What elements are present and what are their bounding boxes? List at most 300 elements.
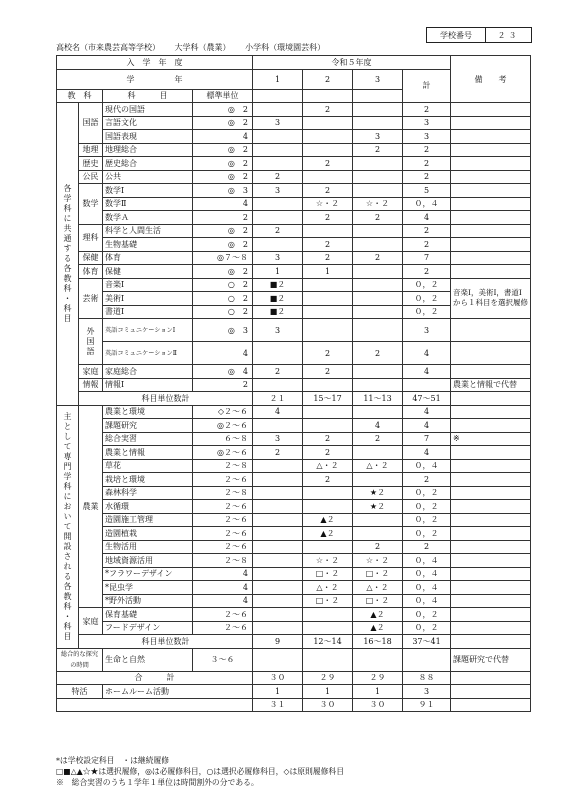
grade-cell: 2 — [303, 211, 353, 225]
table-row — [57, 365, 531, 379]
total-cell: 7 — [403, 251, 451, 265]
grade-cell: 2 — [253, 446, 303, 460]
grade-cell — [353, 184, 403, 198]
total-cell — [403, 378, 451, 392]
remark-cell — [451, 197, 531, 211]
table-row — [57, 594, 531, 608]
kyoka-cell: 芸術 — [79, 278, 103, 319]
grade-cell: △・２ — [303, 459, 353, 473]
grade-cell: 2 — [353, 211, 403, 225]
subject-cell: 書道Ⅰ — [103, 305, 193, 319]
remark-cell — [451, 143, 531, 157]
remark-cell — [451, 365, 531, 379]
subject-cell: *昆虫学 — [103, 581, 193, 595]
standard-units-cell: ◎２～６ — [193, 446, 253, 460]
grade-cell: △・２ — [353, 459, 403, 473]
grade-cell: 2 — [303, 365, 353, 379]
standard-units-cell: ◎ 4 — [193, 365, 253, 379]
standard-units-cell: ◎ 2 — [193, 265, 253, 279]
kamoku-header: 科 目 — [103, 89, 193, 103]
hr-row — [57, 685, 531, 699]
standard-units-cell: 4 — [193, 130, 253, 144]
table-row — [57, 116, 531, 130]
total-cell: 4 — [403, 365, 451, 379]
grade-cell: ★２ — [353, 486, 403, 500]
subject-cell: 造園施工管理 — [103, 513, 193, 527]
remark-cell — [451, 540, 531, 554]
grade-cell: 2 — [303, 342, 353, 365]
year-label: 入 学 年 度 — [57, 56, 253, 70]
remark-cell — [451, 116, 531, 130]
grade-cell — [253, 342, 303, 365]
grade-cell: 3 — [253, 319, 303, 342]
hr-cell: 1 — [253, 685, 303, 699]
grade-cell: ★２ — [353, 500, 403, 514]
sum-label: 合 計 — [57, 671, 253, 685]
table-row — [57, 184, 531, 198]
table-row — [57, 224, 531, 238]
table-row — [57, 513, 531, 527]
remark-cell — [451, 419, 531, 433]
remark-cell — [451, 554, 531, 568]
grade-cell — [303, 500, 353, 514]
standard-units-cell: ２～６ — [193, 608, 253, 622]
remark-cell — [451, 405, 531, 419]
remark-cell — [451, 319, 531, 342]
grade-cell — [253, 238, 303, 252]
grade-cell — [353, 473, 403, 487]
table-row — [57, 157, 531, 171]
kyoka-cell: 歴史 — [79, 157, 103, 171]
grade-cell — [253, 581, 303, 595]
subject-cell: 森林科学 — [103, 486, 193, 500]
kyoka-cell: 家庭 — [79, 608, 103, 635]
subject-cell: 生物活用 — [103, 540, 193, 554]
total-cell: 4 — [403, 405, 451, 419]
grand-total-cell: ９１ — [403, 698, 451, 712]
remark-cell — [451, 157, 531, 171]
grand-total-cell: ３１ — [253, 698, 303, 712]
grade-cell: ▲２ — [303, 527, 353, 541]
grade-cell — [353, 405, 403, 419]
grade-cell — [253, 459, 303, 473]
remark-cell — [451, 486, 531, 500]
remark-cell — [451, 608, 531, 622]
grade-3-header: 3 — [353, 69, 403, 89]
table-row — [57, 567, 531, 581]
grade-cell: 1 — [303, 265, 353, 279]
kyoka-cell: 公民 — [79, 170, 103, 184]
grade-cell — [353, 446, 403, 460]
grade-cell: □・２ — [303, 567, 353, 581]
hr-cell: 1 — [303, 685, 353, 699]
curriculum-table — [56, 55, 531, 712]
standard-units-cell: ○ 2 — [193, 292, 253, 306]
grade-cell: 2 — [353, 342, 403, 365]
remark-cell — [451, 211, 531, 225]
grade-cell: 2 — [303, 238, 353, 252]
total-cell: ０，４ — [403, 459, 451, 473]
grade-cell — [303, 305, 353, 319]
subject-cell: 数学Ａ — [103, 211, 193, 225]
table-row — [57, 265, 531, 279]
grade-cell — [353, 513, 403, 527]
total-cell: 5 — [403, 184, 451, 198]
tankyu-row — [57, 648, 531, 671]
remark-cell — [451, 342, 531, 365]
grade-cell: ☆・２ — [303, 197, 353, 211]
grade-cell: 2 — [303, 473, 353, 487]
grade-cell — [303, 608, 353, 622]
subtotal-cell: 15～17 — [303, 392, 353, 406]
table-row — [57, 278, 531, 292]
subject-cell: 地理総合 — [103, 143, 193, 157]
subtotal-row — [57, 635, 531, 649]
total-cell: 3 — [403, 130, 451, 144]
total-cell: 2 — [403, 157, 451, 171]
subject-cell: 英語コミュニケーションⅡ — [103, 342, 193, 365]
grade-cell — [353, 305, 403, 319]
grade-cell: 3 — [253, 116, 303, 130]
grade-cell — [303, 378, 353, 392]
grade-cell: 2 — [253, 365, 303, 379]
sum-cell: ８８ — [403, 671, 451, 685]
subject-cell: 美術Ⅰ — [103, 292, 193, 306]
total-cell: ０，４ — [403, 594, 451, 608]
subject-cell: 体育 — [103, 251, 193, 265]
tankyu-std: ３～６ — [193, 648, 253, 671]
standard-units-cell: ◎ 3 — [193, 319, 253, 342]
grade-cell — [353, 292, 403, 306]
total-cell: ０，４ — [403, 197, 451, 211]
grade-2-header: 2 — [303, 69, 353, 89]
standard-units-cell: ２～６ — [193, 500, 253, 514]
total-cell: ０，４ — [403, 554, 451, 568]
remark-cell — [451, 621, 531, 635]
school-name: 高校名（市来農芸高等学校） — [56, 43, 160, 52]
table-row — [57, 581, 531, 595]
table-row — [57, 143, 531, 157]
table-row — [57, 319, 531, 342]
grade-cell — [253, 157, 303, 171]
standard-units-cell: ２～６ — [193, 513, 253, 527]
standard-units-cell: ◎ 3 — [193, 184, 253, 198]
subject-cell: 保健 — [103, 265, 193, 279]
standard-units-cell: ◎ 2 — [193, 224, 253, 238]
standard-units-cell: ◎ 2 — [193, 157, 253, 171]
table-row — [57, 378, 531, 392]
kyoka-cell: 保健 — [79, 251, 103, 265]
grade-cell — [353, 527, 403, 541]
grade-cell: 3 — [353, 130, 403, 144]
subtotal-cell: 16～18 — [353, 635, 403, 649]
grade-cell: ☆・２ — [303, 554, 353, 568]
remark-cell — [451, 224, 531, 238]
total-cell: ０，２ — [403, 513, 451, 527]
grade-cell — [353, 238, 403, 252]
subject-cell: *フラワーデザイン — [103, 567, 193, 581]
grade-cell — [353, 265, 403, 279]
remark-cell — [451, 671, 531, 685]
grade-cell: 2 — [303, 184, 353, 198]
subtotal-cell: 9 — [253, 635, 303, 649]
grade-cell — [253, 648, 303, 671]
grade-cell — [353, 116, 403, 130]
tankyu-label: 総合的な探究の時間 — [57, 648, 103, 671]
grade-cell — [303, 419, 353, 433]
subject-cell: フードデザイン — [103, 621, 193, 635]
table-row — [57, 130, 531, 144]
table-row — [57, 486, 531, 500]
grade-cell — [303, 319, 353, 342]
remark-cell — [451, 265, 531, 279]
standard-units-cell: 4 — [193, 342, 253, 365]
grade-cell: 2 — [353, 143, 403, 157]
kyoka-cell: 体育 — [79, 265, 103, 279]
total-cell: 2 — [403, 143, 451, 157]
grade-cell — [303, 486, 353, 500]
subtotal-row — [57, 392, 531, 406]
tankyu-subject: 生命と自然 — [103, 648, 193, 671]
grade-cell — [353, 278, 403, 292]
subtotal-cell: 47～51 — [403, 392, 451, 406]
grade-cell: 2 — [253, 170, 303, 184]
table-row — [57, 473, 531, 487]
section-special: 主として専門学科において開設される各教科・科目 — [57, 405, 79, 648]
remark-info: 農業と情報で代替 — [451, 378, 531, 392]
grade-cell: 2 — [303, 103, 353, 117]
grade-cell — [303, 405, 353, 419]
remark-cell — [451, 527, 531, 541]
grade-cell — [353, 378, 403, 392]
grade-cell — [303, 224, 353, 238]
subject-cell: 音楽Ⅰ — [103, 278, 193, 292]
subject-cell: 生物基礎 — [103, 238, 193, 252]
standard-units-cell: ◎２～６ — [193, 419, 253, 433]
subtotal-cell: 37～41 — [403, 635, 451, 649]
remark-cell — [451, 594, 531, 608]
grade-cell: 2 — [303, 432, 353, 446]
remark-cell — [451, 170, 531, 184]
total-header: 計 — [403, 69, 451, 103]
remark-cell — [451, 251, 531, 265]
school-number-box — [426, 27, 532, 43]
kyoka-cell: 数学 — [79, 184, 103, 225]
table-row — [57, 238, 531, 252]
subject-cell: 水循環 — [103, 500, 193, 514]
school-number-label: 学校番号 — [427, 28, 486, 42]
grade-cell — [353, 319, 403, 342]
grade-cell — [253, 513, 303, 527]
total-cell: 2 — [403, 238, 451, 252]
grade-cell: 3 — [253, 184, 303, 198]
grade-cell: △・２ — [353, 581, 403, 595]
kyoka-cell: 理科 — [79, 224, 103, 251]
grade-cell — [253, 594, 303, 608]
total-cell: 2 — [403, 103, 451, 117]
grade-cell — [303, 292, 353, 306]
total-cell: ０，２ — [403, 621, 451, 635]
grade-cell: 2 — [353, 432, 403, 446]
subject-cell: 農業と情報 — [103, 446, 193, 460]
grade-cell: 4 — [353, 419, 403, 433]
grand-total-label — [57, 698, 253, 712]
subject-cell: 公共 — [103, 170, 193, 184]
standard-units-cell: ○ 2 — [193, 305, 253, 319]
year-value: 令和５年度 — [253, 56, 451, 70]
remark-cell — [451, 459, 531, 473]
total-cell: 3 — [403, 319, 451, 342]
subject-cell: 数学Ⅰ — [103, 184, 193, 198]
total-cell: 2 — [403, 224, 451, 238]
total-cell: 4 — [403, 419, 451, 433]
table-row — [57, 608, 531, 622]
standard-units-cell: 4 — [193, 594, 253, 608]
subject-cell: 言語文化 — [103, 116, 193, 130]
subject-cell: 農業と環境 — [103, 405, 193, 419]
table-row — [57, 197, 531, 211]
table-row — [57, 527, 531, 541]
subtotal-cell: 12～14 — [303, 635, 353, 649]
grade-cell — [303, 648, 353, 671]
subject-cell: *野外活動 — [103, 594, 193, 608]
grade-cell — [253, 473, 303, 487]
total-cell: 7 — [403, 432, 451, 446]
grade-cell: 2 — [303, 157, 353, 171]
grade-cell: 2 — [253, 224, 303, 238]
kyoka-cell: 外国語 — [79, 319, 103, 365]
remark-cell — [451, 184, 531, 198]
kyoka-cell: 情報 — [79, 378, 103, 392]
standard-units-header: 標準単位 — [193, 89, 253, 103]
grand-total-cell: ３０ — [353, 698, 403, 712]
subject-cell: 情報Ⅰ — [103, 378, 193, 392]
grade-cell: 2 — [353, 540, 403, 554]
table-row — [57, 211, 531, 225]
total-cell: ０，２ — [403, 305, 451, 319]
grade-cell: □・２ — [303, 594, 353, 608]
subject-cell: 英語コミュニケーションⅠ — [103, 319, 193, 342]
subject-cell: 歴史総合 — [103, 157, 193, 171]
remark-cell — [451, 635, 531, 649]
grade-cell — [353, 365, 403, 379]
standard-units-cell: ２～８ — [193, 459, 253, 473]
subject-cell: 造園植栽 — [103, 527, 193, 541]
table-row — [57, 170, 531, 184]
grade-cell — [353, 648, 403, 671]
standard-units-cell: ◇２～６ — [193, 405, 253, 419]
remark-cell — [451, 567, 531, 581]
standard-units-cell: ２～８ — [193, 486, 253, 500]
total-cell: ０，４ — [403, 567, 451, 581]
subject-cell: 数学Ⅱ — [103, 197, 193, 211]
grade-cell — [353, 224, 403, 238]
grade-cell — [253, 130, 303, 144]
grade-cell — [303, 170, 353, 184]
remark-cell — [451, 685, 531, 699]
subtotal-cell: ２１ — [253, 392, 303, 406]
subject-cell: 保育基礎 — [103, 608, 193, 622]
standard-units-cell: ◎ 2 — [193, 143, 253, 157]
remark-art: 音楽Ⅰ，美術Ⅰ，書道Ⅰから１科目を選択履修 — [451, 278, 531, 319]
grade-cell: 2 — [303, 251, 353, 265]
sum-cell: ２９ — [353, 671, 403, 685]
grade-cell — [253, 567, 303, 581]
remark-cell — [451, 130, 531, 144]
grade-cell — [253, 419, 303, 433]
grade-cell — [303, 130, 353, 144]
hr-label: ホームルーム活動 — [103, 685, 253, 699]
footnote: ※ 総合実習のうち１学年１単位は時間割外の分である。 — [56, 778, 259, 787]
remarks-header: 備 考 — [451, 56, 531, 103]
grade-cell: 3 — [253, 432, 303, 446]
school-number-value: ２３ — [497, 30, 520, 40]
total-cell: ０，２ — [403, 278, 451, 292]
standard-units-cell: 2 — [193, 211, 253, 225]
grade-cell — [303, 621, 353, 635]
sum-cell: ２９ — [303, 671, 353, 685]
total-cell: ０，２ — [403, 292, 451, 306]
table-row — [57, 540, 531, 554]
grade-cell: 4 — [253, 405, 303, 419]
grade-cell — [253, 540, 303, 554]
grade-cell — [253, 554, 303, 568]
subject-cell: 課題研究 — [103, 419, 193, 433]
section-common: 各学科に共通する各教科・科目 — [57, 103, 79, 406]
table-row — [57, 342, 531, 365]
school-header — [56, 42, 337, 53]
grade-cell — [253, 527, 303, 541]
grade-cell — [353, 157, 403, 171]
grade-cell: ■２ — [253, 305, 303, 319]
standard-units-cell: ２～６ — [193, 621, 253, 635]
remark-cell — [451, 513, 531, 527]
sum-cell: ３０ — [253, 671, 303, 685]
grade-cell: △・２ — [303, 581, 353, 595]
hr-cell: 3 — [403, 685, 451, 699]
department-name: 大学科（農業） — [174, 43, 231, 52]
total-cell: ０，２ — [403, 500, 451, 514]
standard-units-cell: 4 — [193, 567, 253, 581]
grade-cell — [253, 486, 303, 500]
table-row — [57, 500, 531, 514]
remark-mark: ※ — [451, 432, 531, 446]
table-row — [57, 251, 531, 265]
subject-cell: 現代の国語 — [103, 103, 193, 117]
remark-cell — [451, 500, 531, 514]
standard-units-cell: ◎７～８ — [193, 251, 253, 265]
hr-cell: 1 — [353, 685, 403, 699]
grade-cell — [253, 608, 303, 622]
subject-cell: 家庭総合 — [103, 365, 193, 379]
standard-units-cell: ２～６ — [193, 527, 253, 541]
standard-units-cell: ６～８ — [193, 432, 253, 446]
standard-units-cell: ◎ 2 — [193, 238, 253, 252]
standard-units-cell: ◎ 2 — [193, 170, 253, 184]
standard-units-cell: ２～６ — [193, 540, 253, 554]
total-cell: 2 — [403, 265, 451, 279]
subject-cell: 草花 — [103, 459, 193, 473]
grade-cell — [253, 143, 303, 157]
grade-1-header: 1 — [253, 69, 303, 89]
total-cell: ０，２ — [403, 527, 451, 541]
grade-cell — [253, 621, 303, 635]
table-row — [57, 459, 531, 473]
standard-units-cell: ◎ 2 — [193, 116, 253, 130]
total-cell: 2 — [403, 170, 451, 184]
grade-cell — [353, 103, 403, 117]
remark-cell — [451, 238, 531, 252]
